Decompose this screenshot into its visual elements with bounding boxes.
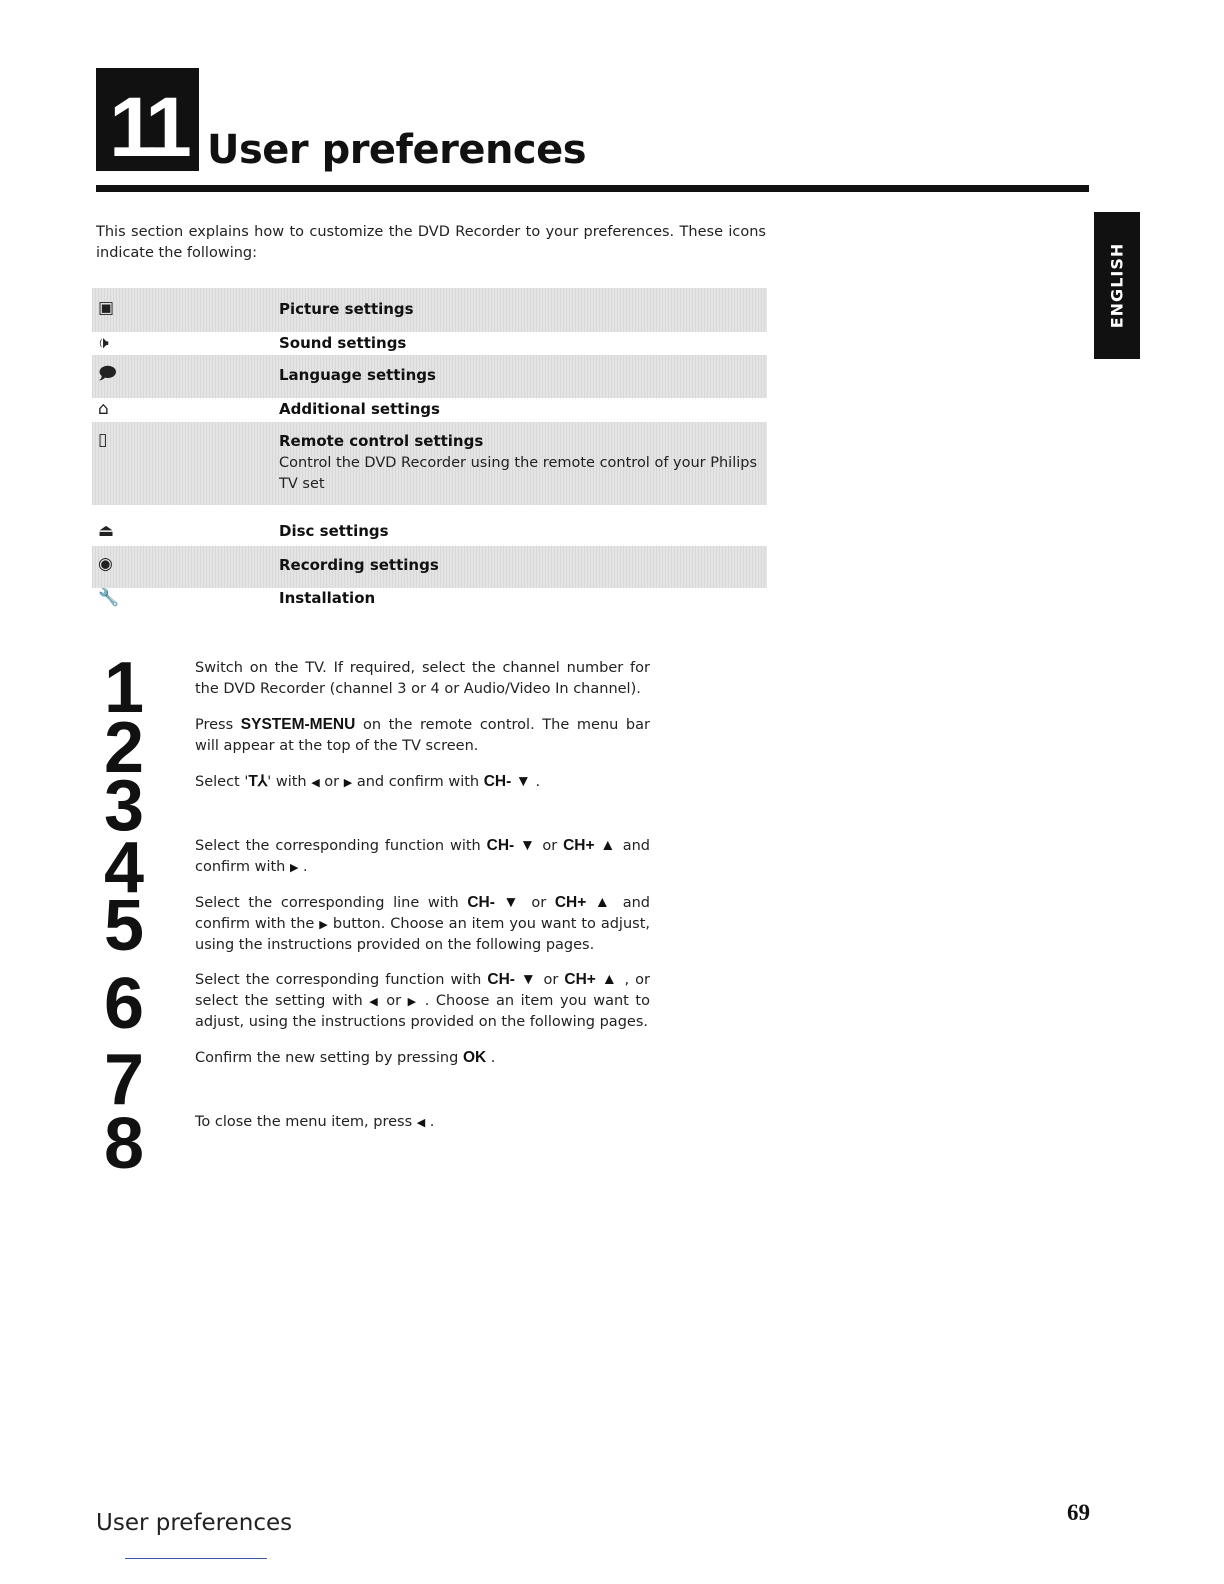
ch-up-key: CH+ ▲ (564, 971, 619, 988)
step-text-1: Switch on the TV. If required, select the channel number for the DVD Recorder (channel 3 or 4 or Audio/Video In channel). (195, 660, 650, 697)
icon-row-remote-control (92, 422, 767, 505)
ok-key: OK (462, 1049, 487, 1066)
left-arrow-icon: ◀ (369, 994, 380, 1008)
step-number-5: 5 (103, 886, 145, 966)
step-text-8: To close the menu item, press ◀ . (195, 1114, 435, 1130)
installation-icon: 🔧 (98, 588, 120, 608)
row-title: Language settings (279, 366, 436, 384)
right-arrow-icon: ▶ (319, 917, 329, 931)
left-arrow-icon: ◀ (416, 1116, 426, 1129)
icon-row-installation (92, 588, 767, 614)
language-tab (1094, 212, 1140, 359)
row-title: Installation (279, 589, 376, 607)
step-number-1: 1 (103, 648, 145, 728)
ch-down-key: CH- ▼ (483, 773, 531, 790)
row-title: Remote control settings (279, 432, 484, 450)
page-title: User preferences (207, 127, 587, 173)
ch-up-key: CH+ ▲ (554, 894, 615, 911)
right-arrow-icon: ▶ (407, 994, 419, 1008)
footer-underline (125, 1558, 267, 1559)
row-description: Control the DVD Recorder using the remote control of your Philips TV set (279, 455, 758, 492)
row-title: Recording settings (279, 556, 439, 574)
right-arrow-icon: ▶ (289, 860, 299, 874)
disc-settings-icon: ⏏ (98, 521, 115, 541)
row-title: Additional settings (279, 400, 440, 418)
step-number-7: 7 (103, 1040, 145, 1120)
right-arrow-icon: ▶ (343, 776, 353, 789)
icon-row-language (92, 355, 767, 398)
step-text-6: Select the corresponding function with CH- ▼ or CH+ ▲ , or select the setting with ◀ or ▶ . Choose an item you want to adjust, using the instructions provided on the following pages. (195, 971, 650, 1030)
ch-down-key: CH- ▼ (487, 971, 538, 988)
ch-up-key: CH+ ▲ (563, 837, 617, 854)
language-settings-icon: 🗩 (98, 364, 117, 384)
step-number-8: 8 (103, 1104, 145, 1184)
step-number-4: 4 (103, 828, 145, 908)
step-number-2: 2 (103, 708, 145, 788)
language-tab-label: ENGLISH (1107, 242, 1127, 329)
row-title: Disc settings (279, 522, 389, 540)
step-text-5: Select the corresponding line with CH- ▼ or CH+ ▲ and confirm with the ▶ button. Choose an item you want to adjust, using the instructions provided on the following pages. (195, 894, 650, 953)
chapter-number-box (96, 68, 199, 174)
icon-row-disc (92, 520, 767, 546)
step-text-7: Confirm the new setting by pressing OK . (195, 1049, 496, 1066)
step-text-3: Select 'T⅄' with ◀ or ▶ and confirm with CH- ▼ . (195, 773, 541, 790)
recording-settings-icon: ◉ (98, 554, 113, 574)
icon-row-picture (92, 288, 767, 332)
step-text-2: Press SYSTEM-MENU on the remote control. The menu bar will appear at the top of the TV screen. (195, 716, 650, 754)
sound-settings-icon: 🕩 (98, 333, 109, 353)
installation-menu-icon: T⅄ (248, 773, 268, 790)
step-text-4: Select the corresponding function with CH- ▼ or CH+ ▲ and confirm with ▶ . (195, 837, 651, 875)
ch-down-key: CH- ▼ (467, 894, 523, 911)
icon-row-recording (92, 546, 767, 588)
footer-section-title: User preferences (96, 1510, 293, 1536)
picture-settings-icon: ▣ (98, 298, 115, 318)
row-title: Picture settings (279, 300, 414, 318)
remote-control-icon: ▯ (98, 430, 108, 450)
title-divider (96, 185, 1089, 192)
system-menu-key: SYSTEM-MENU (240, 716, 356, 733)
intro-paragraph: This section explains how to customize the DVD Recorder to your preferences. These icons indicate the following: (96, 224, 766, 261)
ch-down-key: CH- ▼ (486, 837, 537, 854)
icon-row-additional (92, 398, 767, 422)
row-title: Sound settings (279, 334, 407, 352)
additional-settings-icon: ⌂ (98, 399, 109, 419)
chapter-number: 11 (109, 80, 186, 174)
left-arrow-icon: ◀ (311, 776, 320, 789)
step-number-6: 6 (103, 964, 145, 1044)
step-number-3: 3 (103, 766, 145, 846)
page-number: 69 (1067, 1500, 1090, 1525)
